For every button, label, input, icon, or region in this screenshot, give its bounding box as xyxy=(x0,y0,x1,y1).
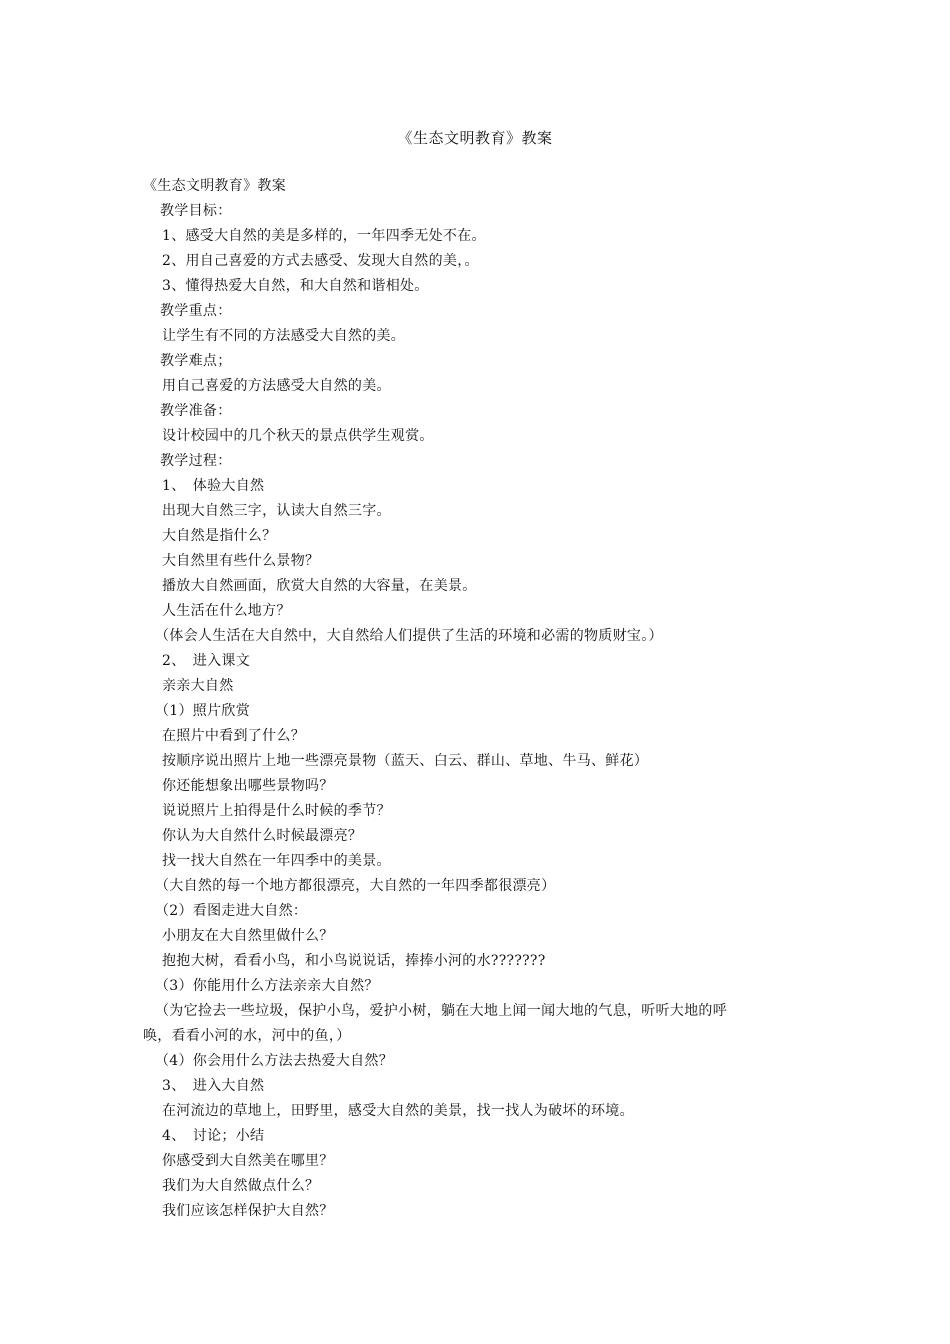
body-line: 你感受到大自然美在哪里？ xyxy=(162,1153,334,1169)
body-line: 小朋友在大自然里做什么？ xyxy=(162,928,334,944)
body-heading: 《生态文明教育》教案 xyxy=(143,178,286,194)
body-line: 大自然是指什么？ xyxy=(162,528,277,544)
body-line: （大自然的每一个地方都很漂亮，大自然的一年四季都很漂亮） xyxy=(155,878,556,894)
body-line: 按顺序说出照片上地一些漂亮景物（蓝天、白云、群山、草地、牛马、鲜花） xyxy=(162,753,649,769)
body-line: （4）你会用什么方法去热爱大自然？ xyxy=(155,1053,394,1069)
body-line: 大自然里有些什么景物？ xyxy=(162,553,320,569)
section-label: 教学重点： xyxy=(160,303,232,319)
body-line: 唤，看看小河的水，河中的鱼，） xyxy=(143,1028,351,1044)
body-line: 说说照片上拍得是什么时候的季节？ xyxy=(162,803,391,819)
body-line: （体会人生活在大自然中，大自然给人们提供了生活的环境和必需的物质财宝。） xyxy=(155,628,663,644)
body-line: 1、感受大自然的美是多样的，一年四季无处不在。 xyxy=(162,228,486,244)
body-line: 亲亲大自然 xyxy=(162,678,234,694)
body-line: 出现大自然三字，认读大自然三字。 xyxy=(162,503,391,519)
body-line: （为它捡去一些垃圾，保护小鸟，爱护小树，躺在大地上闻一闻大地的气息，听听大地的呼 xyxy=(155,1003,727,1019)
body-line: 抱抱大树，看看小鸟，和小鸟说说话，捧捧小河的水??????? xyxy=(162,953,546,969)
numbered-heading: 1、 体验大自然 xyxy=(162,478,265,494)
body-line: （3）你能用什么方法亲亲大自然？ xyxy=(155,978,379,994)
numbered-heading: 4、 讨论；小结 xyxy=(162,1128,265,1144)
body-line: 2、用自己喜爱的方式去感受、发现大自然的美，。 xyxy=(162,253,479,269)
body-line: 让学生有不同的方法感受大自然的美。 xyxy=(162,328,406,344)
body-line: 人生活在什么地方？ xyxy=(162,603,291,619)
numbered-heading: 2、 进入课文 xyxy=(162,653,251,669)
body-line: 我们应该怎样保护大自然？ xyxy=(162,1203,334,1219)
section-label: 教学准备： xyxy=(160,403,232,419)
section-label: 教学过程： xyxy=(160,453,232,469)
body-line: 设计校园中的几个秋天的景点供学生观赏。 xyxy=(162,428,434,444)
section-label: 教学目标： xyxy=(160,203,232,219)
document-title: 《生态文明教育》教案 xyxy=(397,129,553,147)
body-line: 你还能想象出哪些景物吗？ xyxy=(162,778,334,794)
body-line: 3、懂得热爱大自然，和大自然和谐相处。 xyxy=(162,278,429,294)
body-line: （1）照片欣赏 xyxy=(155,703,251,719)
body-line: 在照片中看到了什么？ xyxy=(162,728,305,744)
section-label: 教学难点； xyxy=(160,353,232,369)
body-line: （2）看图走进大自然： xyxy=(155,903,308,919)
body-line: 找一找大自然在一年四季中的美景。 xyxy=(162,853,391,869)
body-line: 在河流边的草地上，田野里，感受大自然的美景，找一找人为破坏的环境。 xyxy=(162,1103,634,1119)
numbered-heading: 3、 进入大自然 xyxy=(162,1078,265,1094)
body-line: 用自己喜爱的方法感受大自然的美。 xyxy=(162,378,391,394)
body-line: 播放大自然画面，欣赏大自然的大容量，在美景。 xyxy=(162,578,477,594)
body-line: 我们为大自然做点什么？ xyxy=(162,1178,320,1194)
body-line: 你认为大自然什么时候最漂亮？ xyxy=(162,828,363,844)
